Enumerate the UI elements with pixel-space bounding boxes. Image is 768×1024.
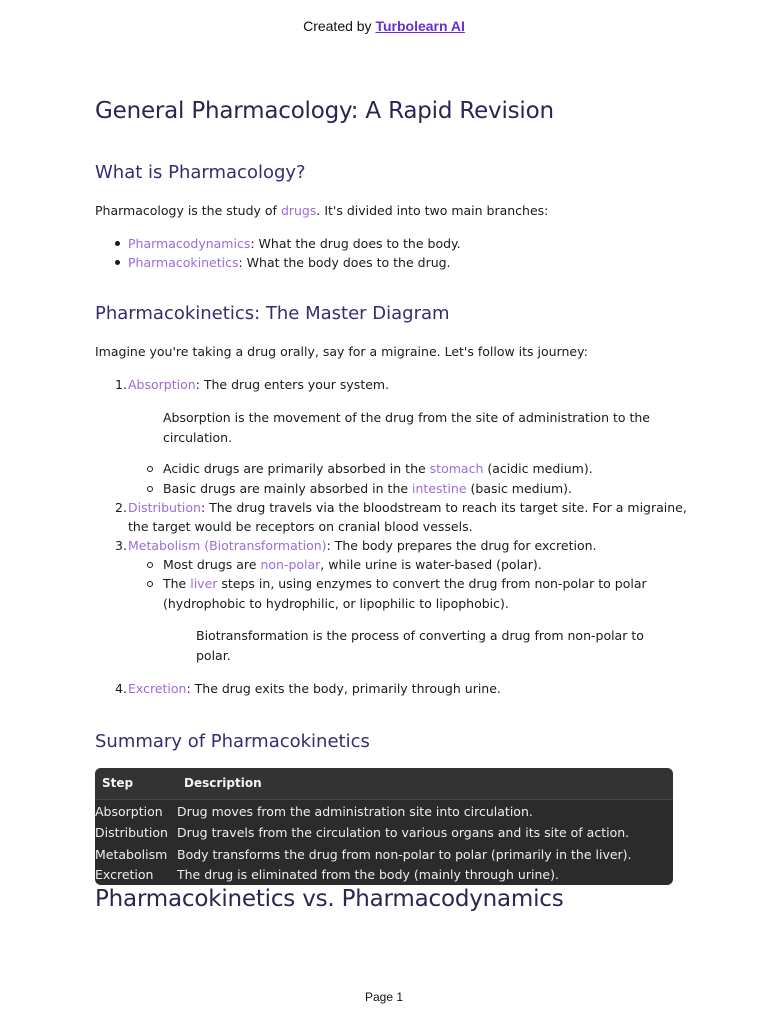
intro-paragraph: Pharmacology is the study of drugs. It's divided into two main branches: <box>95 203 549 218</box>
bullet-dot <box>115 260 120 265</box>
turbolearn-link[interactable]: Turbolearn AI <box>375 18 465 34</box>
list-item: Most drugs are non-polar, while urine is water-based (polar). <box>163 557 542 572</box>
sub-bullet-ring <box>147 486 153 492</box>
list-number: 4. <box>115 681 127 696</box>
highlight-non-polar: non-polar <box>260 557 321 572</box>
heading-pk-vs-pd: Pharmacokinetics vs. Pharmacodynamics <box>95 886 564 912</box>
term-excretion: Excretion <box>128 681 187 696</box>
cell-step: Absorption <box>95 804 163 819</box>
summary-table <box>95 768 673 885</box>
journey-intro: Imagine you're taking a drug orally, say for a migraine. Let's follow its journey: <box>95 344 588 359</box>
page-title: General Pharmacology: A Rapid Revision <box>95 98 554 124</box>
term-distribution: Distribution <box>128 500 201 515</box>
list-number: 2. <box>115 500 127 515</box>
step-excretion: Excretion: The drug exits the body, primarily through urine. <box>128 681 501 696</box>
term-absorption: Absorption <box>128 377 196 392</box>
column-header-description: Description <box>184 776 262 790</box>
table-header <box>95 768 673 800</box>
highlight-intestine: intestine <box>412 481 467 496</box>
step-distribution-continued: the target would be receptors on cranial blood vessels. <box>128 519 473 534</box>
cell-description: The drug is eliminated from the body (mainly through urine). <box>177 867 559 882</box>
term-metabolism: Metabolism (Biotransformation) <box>128 538 327 553</box>
page-number: Page 1 <box>364 990 404 1004</box>
highlight-liver: liver <box>190 576 218 591</box>
highlight-stomach: stomach <box>429 461 484 476</box>
biotransformation-definition: Biotransformation is the process of converting a drug from non-polar to polar. <box>196 628 644 663</box>
cell-step: Metabolism <box>95 847 168 862</box>
step-metabolism: Metabolism (Biotransformation): The body prepares the drug for excretion. <box>128 538 597 553</box>
list-item: The liver steps in, using enzymes to convert the drug from non-polar to polar <box>163 576 647 591</box>
cell-description: Drug travels from the circulation to various organs and its site of action. <box>177 825 630 840</box>
step-absorption: Absorption: The drug enters your system. <box>128 377 390 392</box>
cell-step: Excretion <box>95 867 154 882</box>
column-header-step: Step <box>102 776 134 790</box>
sub-bullet-ring <box>147 562 153 568</box>
heading-what-is-pharmacology: What is Pharmacology? <box>95 162 306 183</box>
list-item: Basic drugs are mainly absorbed in the intestine (basic medium). <box>163 481 573 496</box>
credit-prefix: Created by <box>303 18 376 34</box>
list-item-continued: (hydrophobic to hydrophilic, or lipophilic to lipophobic). <box>163 596 509 611</box>
cell-step: Distribution <box>95 825 168 840</box>
bullet-dot <box>115 241 120 246</box>
absorption-definition: Absorption is the movement of the drug from the site of administration to the circulation. <box>163 410 650 445</box>
list-item: Pharmacodynamics: What the drug does to the body. <box>128 236 461 251</box>
heading-summary: Summary of Pharmacokinetics <box>95 731 370 752</box>
list-item: Pharmacokinetics: What the body does to the drug. <box>128 255 451 270</box>
list-number: 1. <box>115 377 127 392</box>
sub-bullet-ring <box>147 466 153 472</box>
highlight-drugs: drugs <box>280 203 317 218</box>
heading-master-diagram: Pharmacokinetics: The Master Diagram <box>95 303 450 324</box>
cell-description: Drug moves from the administration site into circulation. <box>177 804 533 819</box>
list-item: Acidic drugs are primarily absorbed in the stomach (acidic medium). <box>163 461 593 476</box>
credit-line <box>0 18 768 34</box>
term-pharmacokinetics: Pharmacokinetics <box>128 255 239 270</box>
sub-bullet-ring <box>147 581 153 587</box>
list-number: 3. <box>115 538 127 553</box>
cell-description: Body transforms the drug from non-polar to polar (primarily in the liver). <box>177 847 632 862</box>
step-distribution: Distribution: The drug travels via the bloodstream to reach its target site. For a migraine, <box>128 500 687 515</box>
term-pharmacodynamics: Pharmacodynamics <box>128 236 251 251</box>
